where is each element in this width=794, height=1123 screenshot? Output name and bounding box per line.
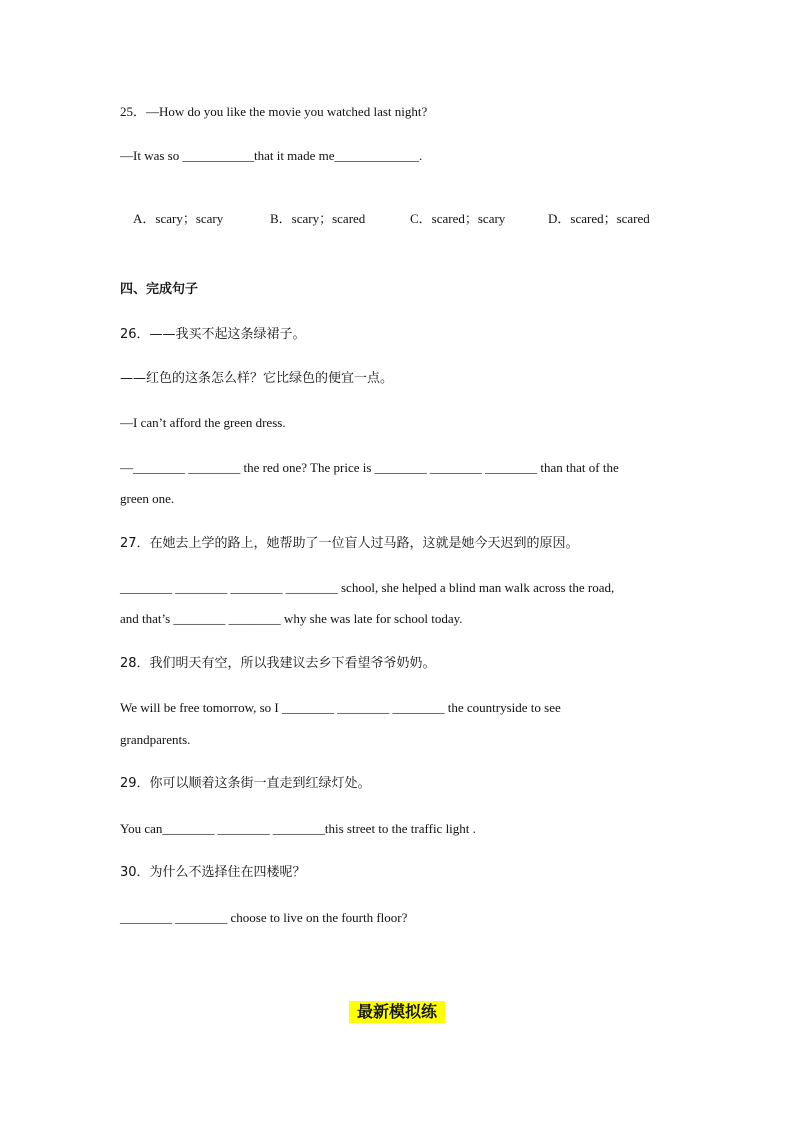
q29-en: You can________ ________ ________this street to the traffic light . [120, 821, 476, 836]
q26-cn-2: ——红色的这条怎么样？它比绿色的便宜一点。 [120, 371, 394, 386]
q26-en-2b: green one. [120, 491, 175, 506]
q25-option-c: C．scared；scary [410, 211, 506, 226]
q29-cn: 29．你可以顺着这条街一直走到红绿灯处。 [120, 776, 371, 791]
q28-cn: 28．我们明天有空，所以我建议去乡下看望爷爷奶奶。 [120, 656, 436, 671]
q26-en-2a: —________ ________ the red one? The price is ________ ________ ________ than that of the [120, 460, 619, 475]
q27-cn: 27．在她去上学的路上，她帮助了一位盲人过马路，这就是她今天迟到的原因。 [120, 536, 579, 551]
q26-cn-1: 26．——我买不起这条绿裙子。 [120, 327, 306, 342]
practice-banner: 最新模拟练 [349, 1001, 445, 1023]
q30-en: ________ ________ choose to live on the fourth floor? [120, 910, 408, 925]
q30-cn: 30．为什么不选择住在四楼呢？ [120, 865, 306, 880]
section-title: 四、完成句子 [120, 282, 199, 297]
q25-option-b: B．scary；scared [270, 211, 366, 226]
q25-options [120, 192, 650, 246]
q27-en-1: ________ ________ ________ ________ school, she helped a blind man walk across the road, [120, 580, 615, 595]
q28-en-2: grandparents. [120, 732, 191, 747]
q26-en-1: —I can’t afford the green dress. [120, 415, 286, 430]
q27-en-2: and that’s ________ ________ why she was late for school today. [120, 611, 463, 626]
q25-option-d: D．scared；scared [548, 211, 650, 226]
q25-answer: —It was so ___________that it made me_____________. [120, 148, 423, 163]
q28-en-1: We will be free tomorrow, so I ________ ________ ________ the countryside to see [120, 700, 561, 715]
q25-prompt: 25．—How do you like the movie you watched last night? [120, 104, 428, 119]
q25-option-a: A．scary；scary [133, 211, 224, 226]
